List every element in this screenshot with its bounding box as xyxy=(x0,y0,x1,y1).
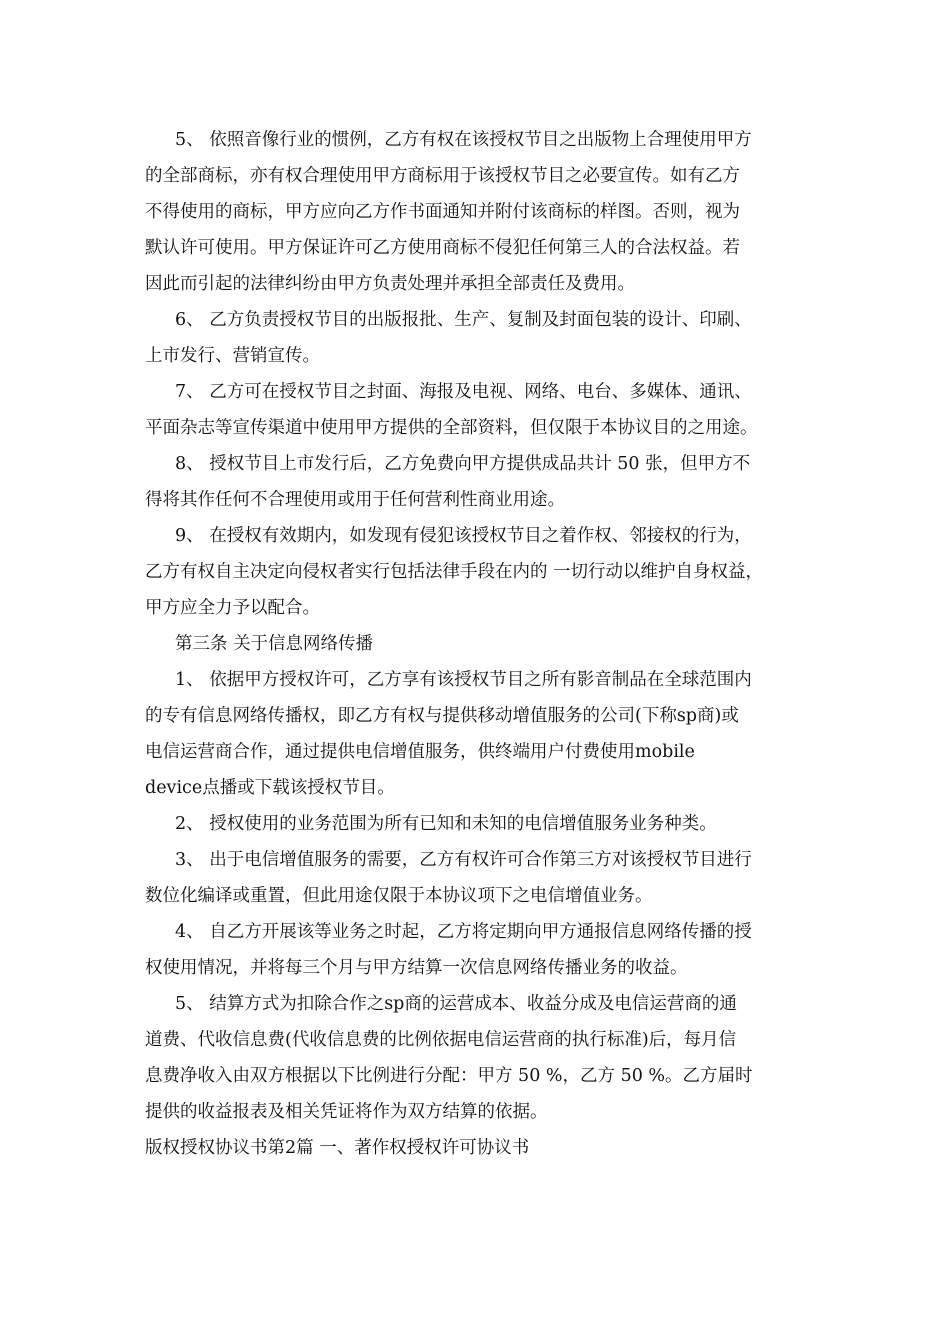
article-3-heading: 第三条 关于信息网络传播 xyxy=(175,634,374,654)
art3-clause-3-line-1: 3、 出于电信增值服务的需要，乙方有权许可合作第三方对该授权节目进行 xyxy=(175,850,752,870)
clause-6-line-1: 6、 乙方负责授权节目的出版报批、生产、复制及封面包装的设计、印刷、 xyxy=(175,310,752,330)
art3-clause-1-line-1: 1、 依据甲方授权许可，乙方享有该授权节目之所有影音制品在全球范围内 xyxy=(175,670,752,690)
art3-clause-1-line-2: 的专有信息网络传播权，即乙方有权与提供移动增值服务的公司(下称sp商)或 xyxy=(145,706,739,726)
clause-9-line-2: 乙方有权自主决定向侵权者实行包括法律手段在内的 一切行动以维护自身权益， xyxy=(145,562,764,582)
clause-6-line-2: 上市发行、营销宣传。 xyxy=(145,346,320,366)
clause-5-line-4: 默认许可使用。甲方保证许可乙方使用商标不侵犯任何第三人的合法权益。若 xyxy=(145,238,740,258)
art3-clause-5-line-2: 道费、代收信息费(代收信息费的比例依据电信运营商的执行标准)后，每月信 xyxy=(145,1030,737,1050)
art3-clause-5-line-4: 提供的收益报表及相关凭证将作为双方结算的依据。 xyxy=(145,1102,548,1122)
clause-8-line-1: 8、 授权节目上市发行后，乙方免费向甲方提供成品共计 50 张，但甲方不 xyxy=(175,454,751,474)
art3-clause-1-line-3: 电信运营商合作，通过提供电信增值服务，供终端用户付费使用mobile xyxy=(145,742,695,762)
art3-clause-2-line-1: 2、 授权使用的业务范围为所有已知和未知的电信增值服务业务种类。 xyxy=(175,814,717,834)
art3-clause-4-line-2: 权使用情况，并将每三个月与甲方结算一次信息网络传播业务的收益。 xyxy=(145,958,688,978)
clause-8-line-2: 得将其作任何不合理使用或用于任何营利性商业用途。 xyxy=(145,490,565,510)
clause-9-line-3: 甲方应全力予以配合。 xyxy=(145,598,320,618)
clause-5-line-5: 因此而引起的法律纠纷由甲方负责处理并承担全部责任及费用。 xyxy=(145,274,635,294)
clause-7-line-2: 平面杂志等宣传渠道中使用甲方提供的全部资料，但仅限于本协议目的之用途。 xyxy=(145,418,758,438)
art3-clause-5-line-1: 5、 结算方式为扣除合作之sp商的运营成本、收益分成及电信运营商的通 xyxy=(175,994,737,1014)
art3-clause-1-line-4: device点播或下载该授权节目。 xyxy=(145,778,395,798)
art3-clause-3-line-2: 数位化编译或重置，但此用途仅限于本协议项下之电信增值业务。 xyxy=(145,886,653,906)
next-section-heading: 版权授权协议书第2篇 一、著作权授权许可协议书 xyxy=(145,1138,530,1158)
clause-5-line-1: 5、 依照音像行业的惯例，乙方有权在该授权节目之出版物上合理使用甲方 xyxy=(175,130,752,150)
clause-9-line-1: 9、 在授权有效期内，如发现有侵犯该授权节目之着作权、邻接权的行为， xyxy=(175,526,752,546)
clause-5-line-3: 不得使用的商标，甲方应向乙方作书面通知并附付该商标的样图。否则，视为 xyxy=(145,202,740,222)
clause-7-line-1: 7、 乙方可在授权节目之封面、海报及电视、网络、电台、多媒体、通讯、 xyxy=(175,382,752,402)
art3-clause-4-line-1: 4、 自乙方开展该等业务之时起，乙方将定期向甲方通报信息网络传播的授 xyxy=(175,922,752,942)
art3-clause-5-line-3: 息费净收入由双方根据以下比例进行分配：甲方 50 %，乙方 50 %。乙方届时 xyxy=(145,1066,753,1086)
clause-5-line-2: 的全部商标，亦有权合理使用甲方商标用于该授权节目之必要宣传。如有乙方 xyxy=(145,166,740,186)
